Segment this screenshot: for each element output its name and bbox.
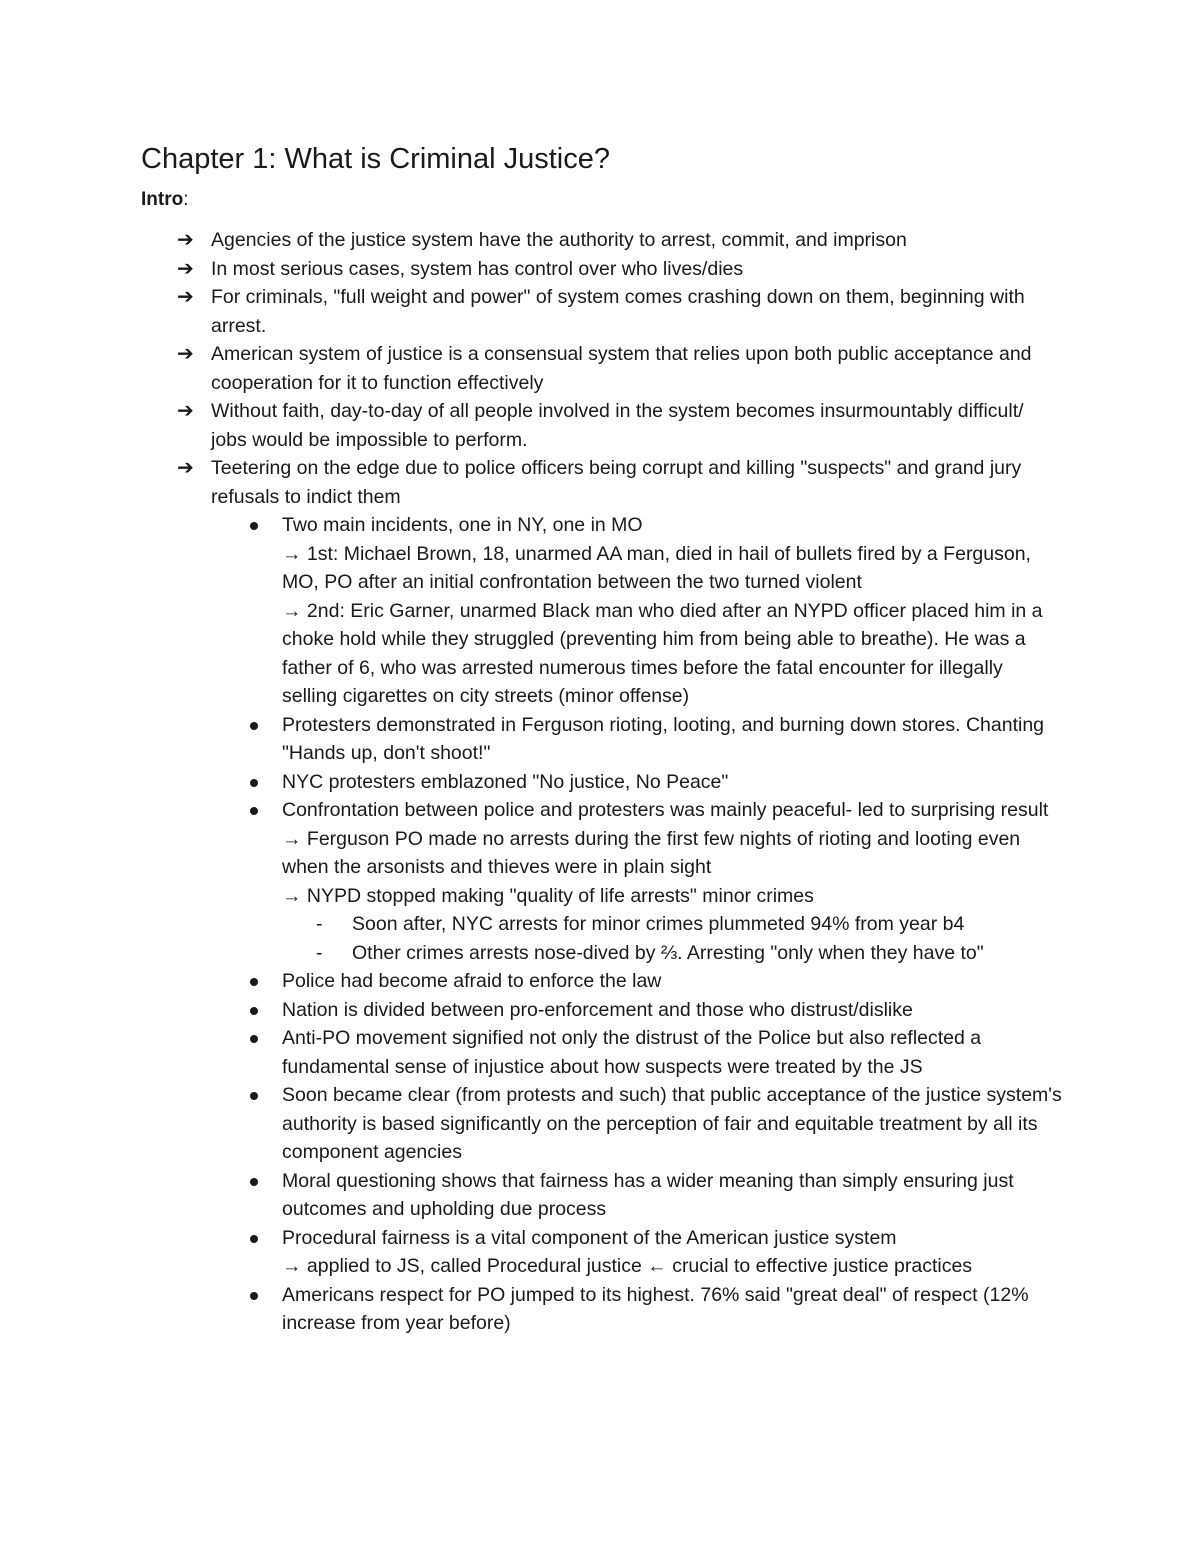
sub-list-item <box>0 996 1062 1025</box>
dash-list-item-text: Other crimes arrests nose-dived by ⅔. Arresting "only when they have to" <box>352 941 984 964</box>
sub-list-item <box>0 796 1062 910</box>
arrow-bullet-icon: ➔ <box>177 457 194 479</box>
dash-bullet-icon: - <box>316 913 323 935</box>
arrow-bullet-icon: ➔ <box>177 400 194 422</box>
list-item-text: Agencies of the justice system have the authority to arrest, commit, and imprison <box>211 229 907 251</box>
sub-list-item <box>0 1081 1062 1167</box>
intro-heading <box>141 186 189 214</box>
dash-list-item <box>0 910 1072 939</box>
arrow-bullet-icon: ➔ <box>177 229 194 251</box>
sub-list-item-text: Police had become afraid to enforce the law <box>282 970 662 992</box>
bullet-dot-icon <box>250 978 258 986</box>
bullet-dot-icon <box>250 1235 258 1243</box>
list-item-text: Teetering on the edge due to police officers being corrupt and killing "suspects" and grand jury refusals to indict them <box>211 457 1022 508</box>
intro-label: Intro <box>141 189 184 210</box>
sub-list-item-text: Anti-PO movement signified not only the distrust of the Police but also reflected a fundamental sense of injustice about how suspects were treated by the JS <box>282 1027 982 1078</box>
bullet-dot-icon <box>250 1178 258 1186</box>
bullet-dot-icon <box>250 1035 258 1043</box>
page-title: Chapter 1: What is Criminal Justice? <box>141 143 610 175</box>
notes-list <box>0 226 1200 1338</box>
dash-list-item-text: Soon after, NYC arrests for minor crimes plummeted 94% from year b4 <box>352 913 965 935</box>
sub-list-item <box>0 511 1062 711</box>
sub-list-item <box>0 1224 1062 1281</box>
sub-note: → applied to JS, called Procedural justice ← crucial to effective justice practices <box>282 1255 973 1277</box>
list-item <box>0 454 1051 511</box>
sub-list-item <box>0 768 1062 797</box>
intro-colon: : <box>183 189 189 210</box>
sub-list-item-text: Soon became clear (from protests and such) that public acceptance of the justice system's authority is based significantly on the perception of fair and equitable treatment by all its component agencies <box>282 1084 1062 1163</box>
sub-list-item-text: Americans respect for PO jumped to its highest. 76% said "great deal" of respect (12% increase from year before) <box>282 1283 1029 1334</box>
sub-list-item-text: Nation is divided between pro-enforcement and those who distrust/dislike <box>282 998 913 1021</box>
list-item-text: American system of justice is a consensual system that relies upon both public acceptance and cooperation for it to function effectively <box>211 343 1032 394</box>
sub-list-item <box>0 967 1062 996</box>
list-item <box>0 255 1051 284</box>
bullet-dot-icon <box>250 807 258 815</box>
bullet-dot-icon <box>250 1292 258 1300</box>
arrow-bullet-icon: ➔ <box>177 343 194 365</box>
list-item <box>0 283 1051 340</box>
sub-list-item-text: Two main incidents, one in NY, one in MO <box>282 514 643 536</box>
bullet-dot-icon <box>250 779 258 787</box>
sub-list-item-text: Protesters demonstrated in Ferguson rioting, looting, and burning down stores. Chanting "Hands up, don't shoot!" <box>282 713 1045 764</box>
dash-bullet-icon: - <box>316 941 323 964</box>
sub-note: → 1st: Michael Brown, 18, unarmed AA man, died in hail of bullets fired by a Ferguson, MO, PO after an initial confrontation between the two turned violent <box>282 542 1031 593</box>
list-item <box>0 397 1051 454</box>
sub-list-item-text: Confrontation between police and protesters was mainly peaceful- led to surprising result <box>282 799 1049 821</box>
bullet-dot-icon <box>250 1007 258 1015</box>
sub-note: → Ferguson PO made no arrests during the first few nights of rioting and looting even when the arsonists and thieves were in plain sight <box>282 827 1021 878</box>
sub-note: → 2nd: Eric Garner, unarmed Black man who died after an NYPD officer placed him in a choke hold while they struggled (preventing him from being able to breathe). He was a father of 6, who was arrested numerous times before the fatal encounter for illegally selling cigarettes on city streets (minor offense) <box>282 599 1043 707</box>
sub-list-item-text: NYC protesters emblazoned "No justice, No Peace" <box>282 770 729 793</box>
dash-list-item <box>0 939 1072 968</box>
sub-note: → NYPD stopped making "quality of life arrests" minor crimes <box>282 884 814 907</box>
list-item-text: For criminals, "full weight and power" of system comes crashing down on them, beginning with arrest. <box>211 286 1025 337</box>
list-item-text: In most serious cases, system has control over who lives/dies <box>211 257 744 280</box>
list-item <box>0 226 1051 255</box>
bullet-dot-icon <box>250 722 258 730</box>
bullet-dot-icon <box>250 1092 258 1100</box>
list-item <box>0 340 1051 397</box>
arrow-bullet-icon: ➔ <box>177 286 194 308</box>
sub-list-item <box>0 1281 1062 1338</box>
list-item-text: Without faith, day-to-day of all people involved in the system becomes insurmountably difficult/ jobs would be impossible to perform. <box>211 400 1024 451</box>
sub-list-item <box>0 1167 1062 1224</box>
sub-list-item <box>0 711 1062 768</box>
sub-list-item <box>0 1024 1062 1081</box>
bullet-dot-icon <box>250 522 258 530</box>
sub-list-item-text: Moral questioning shows that fairness has a wider meaning than simply ensuring just outcomes and upholding due process <box>282 1169 1014 1220</box>
sub-list-item-text: Procedural fairness is a vital component of the American justice system <box>282 1226 897 1249</box>
arrow-bullet-icon: ➔ <box>177 257 194 280</box>
